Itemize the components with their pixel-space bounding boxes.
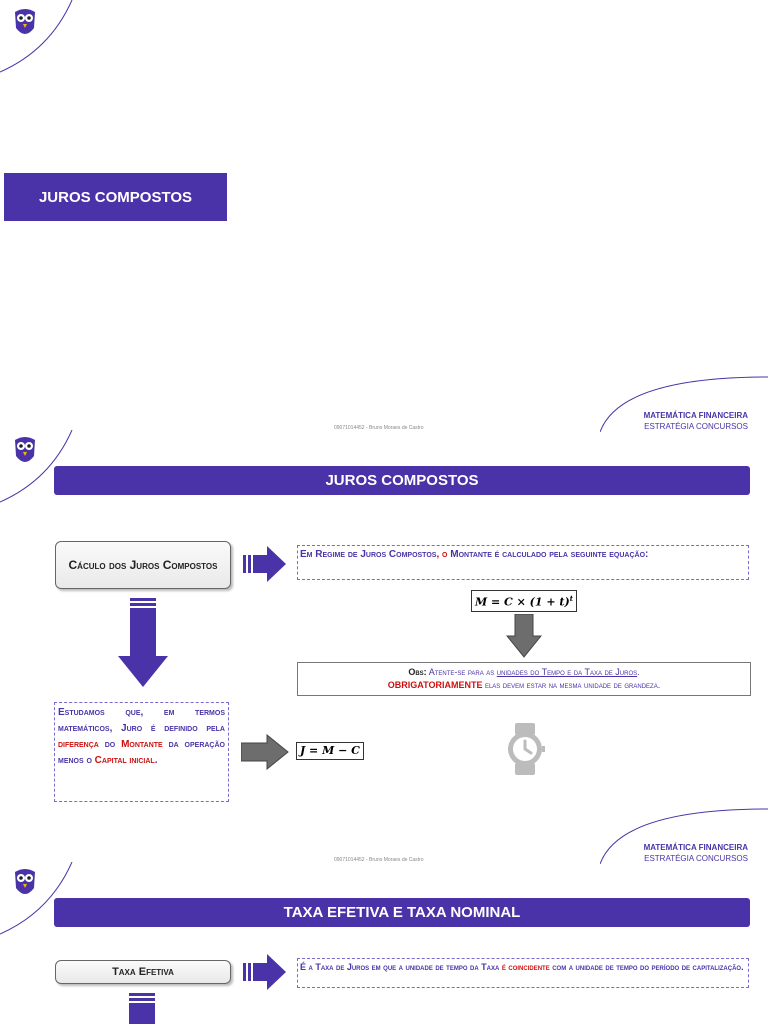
brand-label: MATEMÁTICA FINANCEIRA ESTRATÉGIA CONCURSOS bbox=[643, 411, 748, 431]
taxa-efetiva-text: É a Taxa de Juros em que a unidade de tempo da Taxa é coincidente com a unidade de tempo do período de capitalização. bbox=[297, 958, 749, 988]
taxa-efetiva-box: Taxa Efetiva bbox=[55, 960, 231, 984]
calc-box: Cáculo dos Juros Compostos bbox=[55, 541, 231, 589]
down-arrow-icon bbox=[506, 614, 542, 658]
watch-icon bbox=[504, 723, 546, 775]
formula-juro: J = M − C bbox=[296, 742, 364, 760]
obs-box: Obs: Atente-se para as unidades do Tempo e da Taxa de Juros. OBRIGATORIAMENTE elas devem estar na mesma unidade de grandeza. bbox=[297, 662, 751, 696]
down-arrow-icon bbox=[122, 993, 162, 1024]
regime-text: Em Regime de Juros Compostos, o Montante é calculado pela seguinte equação: bbox=[297, 545, 749, 580]
slide2-title: JUROS COMPOSTOS bbox=[54, 466, 750, 495]
slide1-title: JUROS COMPOSTOS bbox=[4, 173, 227, 221]
footer-text: 09071014452 - Bruno Moraes de Castro bbox=[334, 857, 424, 863]
slide3-title: TAXA EFETIVA E TAXA NOMINAL bbox=[54, 898, 750, 927]
juro-definition-text: Estudamos que, em termos matemáticos, Juro é definido pela diferença do Montante da operação menos o Capital inicial. bbox=[54, 702, 229, 802]
right-arrow-icon bbox=[243, 953, 287, 991]
corner-curve-decoration bbox=[0, 0, 80, 80]
formula-montante: $M = C \times (1 + t)^t$ bbox=[471, 590, 577, 612]
footer-text: 09071014452 - Bruno Moraes de Castro bbox=[334, 425, 424, 431]
brand-label: MATEMÁTICA FINANCEIRA ESTRATÉGIA CONCURSOS bbox=[643, 843, 748, 863]
right-arrow-icon bbox=[243, 545, 287, 583]
right-arrow-icon bbox=[241, 734, 289, 770]
down-arrow-icon bbox=[118, 598, 168, 688]
